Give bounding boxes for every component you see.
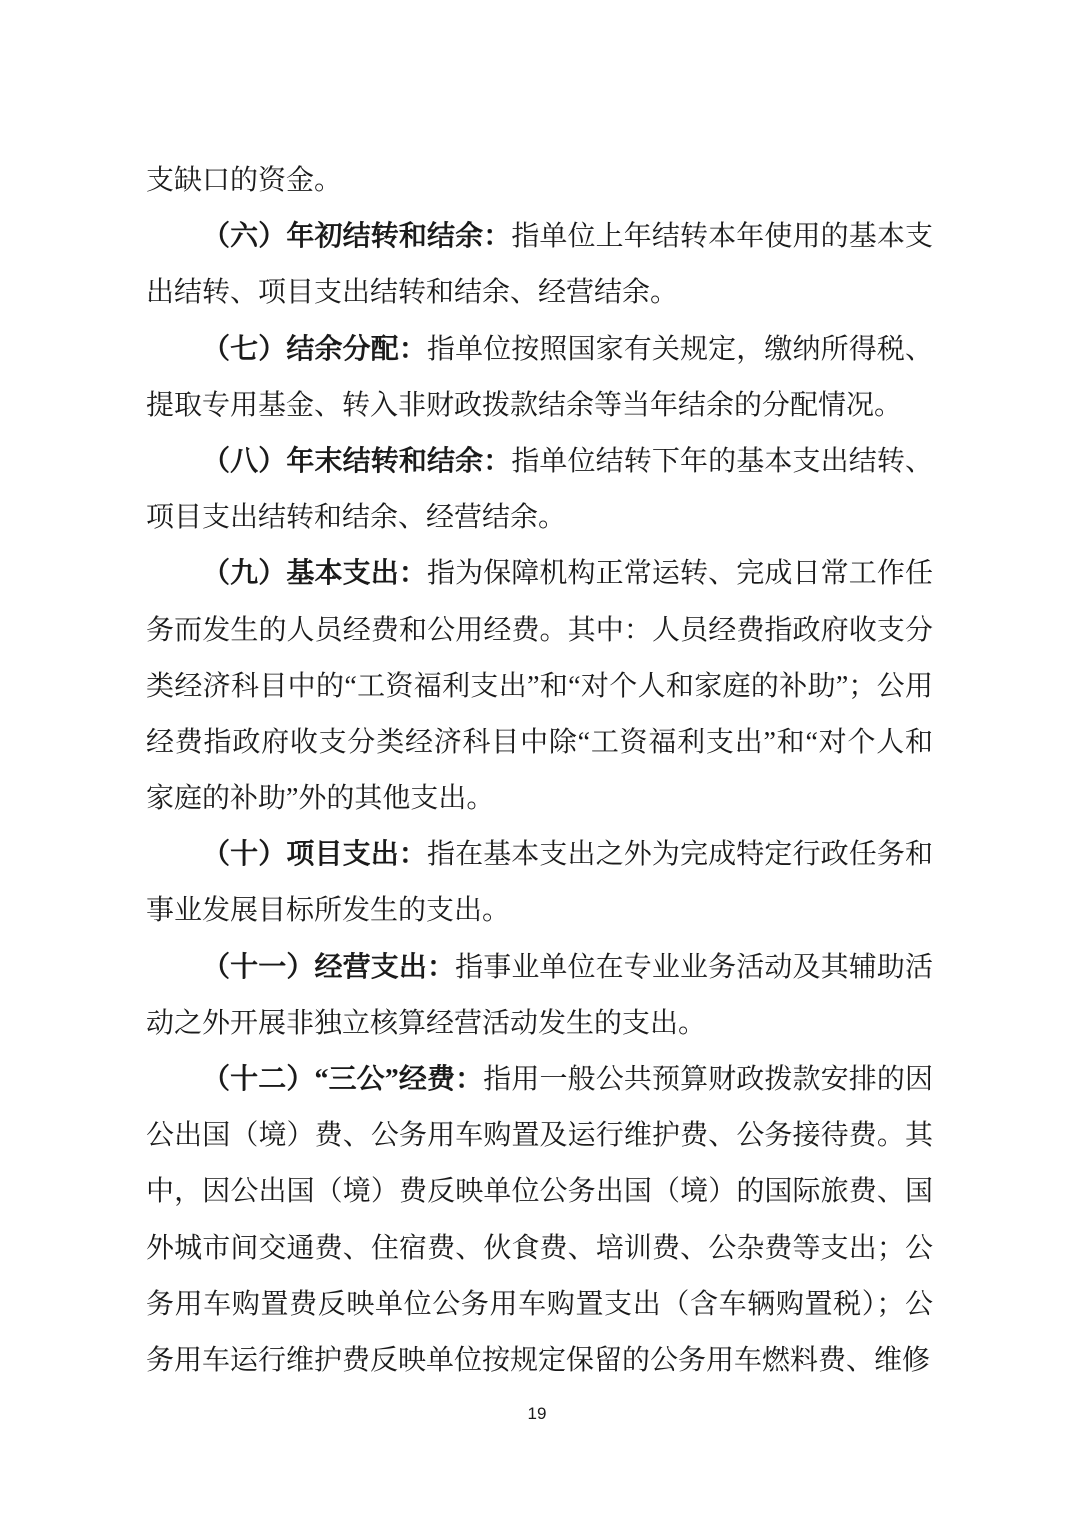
paragraph — [146, 209, 933, 321]
term-lead: （十一）经营支出： — [202, 951, 456, 983]
paragraph — [146, 546, 933, 827]
text-line — [146, 771, 933, 827]
text-run: 类经济科目中的“工资福利支出”和“对个人和家庭的补助”；公用 — [146, 670, 933, 702]
paragraph — [146, 940, 933, 1052]
text-line — [146, 1333, 933, 1389]
text-run: 指在基本支出之外为完成特定行政任务和 — [426, 839, 933, 871]
text-line — [146, 490, 933, 546]
text-run: 动之外开展非独立核算经营活动发生的支出。 — [146, 1007, 707, 1039]
text-line — [146, 434, 933, 490]
text-line — [146, 1108, 933, 1164]
text-run: 务用车购置费反映单位公务用车购置支出（含车辆购置税）；公 — [146, 1288, 933, 1320]
text-run: 指事业单位在专业业务活动及其辅助活 — [455, 951, 933, 983]
text-run: 事业发展目标所发生的支出。 — [146, 895, 511, 927]
text-run: 指单位上年结转本年使用的基本支 — [511, 221, 933, 253]
paragraph — [146, 1052, 933, 1389]
text-line — [146, 209, 933, 265]
text-run: 出结转、项目支出结转和结余、经营结余。 — [146, 277, 679, 309]
paragraph — [146, 153, 933, 209]
text-line — [146, 603, 933, 659]
text-line — [146, 1164, 933, 1220]
text-run: 中，因公出国（境）费反映单位公务出国（境）的国际旅费、国 — [146, 1176, 933, 1208]
text-run: 经费指政府收支分类经济科目中除“工资福利支出”和“对个人和 — [146, 726, 933, 758]
text-line — [146, 546, 933, 602]
text-line — [146, 1221, 933, 1277]
paragraph — [146, 434, 933, 546]
text-line — [146, 883, 933, 939]
text-run: 支缺口的资金。 — [146, 165, 343, 196]
text-line — [146, 715, 933, 771]
text-line — [146, 1052, 933, 1108]
text-run: 提取专用基金、转入非财政拨款结余等当年结余的分配情况。 — [146, 389, 903, 421]
paragraph — [146, 322, 933, 434]
term-lead: （十）项目支出： — [202, 839, 427, 871]
paragraph — [146, 827, 933, 939]
text-line — [146, 659, 933, 715]
text-run: 家庭的补助”外的其他支出。 — [146, 783, 495, 815]
text-line — [146, 153, 933, 209]
term-lead: （九）基本支出： — [202, 558, 427, 590]
text-run: 指单位结转下年的基本支出结转、 — [511, 445, 933, 477]
text-run: 务用车运行维护费反映单位按规定保留的公务用车燃料费、维修 — [146, 1344, 931, 1376]
text-line — [146, 827, 933, 883]
page-number: 19 — [527, 1404, 547, 1423]
text-line — [146, 265, 933, 321]
text-line — [146, 322, 933, 378]
term-lead: （八）年末结转和结余： — [202, 445, 512, 477]
document-body — [146, 153, 933, 1389]
term-lead: （六）年初结转和结余： — [202, 221, 512, 253]
text-run: 务而发生的人员经费和公用经费。其中：人员经费指政府收支分 — [146, 614, 933, 646]
term-lead: （七）结余分配： — [202, 333, 427, 365]
text-run: 项目支出结转和结余、经营结余。 — [146, 502, 567, 534]
text-run: 公出国（境）费、公务用车购置及运行维护费、公务接待费。其 — [146, 1120, 933, 1152]
text-run: 指单位按照国家有关规定，缴纳所得税、 — [426, 333, 933, 365]
text-line — [146, 996, 933, 1052]
text-run: 外城市间交通费、住宿费、伙食费、培训费、公杂费等支出；公 — [146, 1232, 933, 1264]
text-run: 指为保障机构正常运转、完成日常工作任 — [426, 558, 933, 590]
text-run: 指用一般公共预算财政拨款安排的因 — [483, 1064, 933, 1095]
text-line — [146, 1277, 933, 1333]
term-lead: （十二）“三公”经费： — [202, 1064, 484, 1095]
text-line — [146, 378, 933, 434]
text-line — [146, 940, 933, 996]
